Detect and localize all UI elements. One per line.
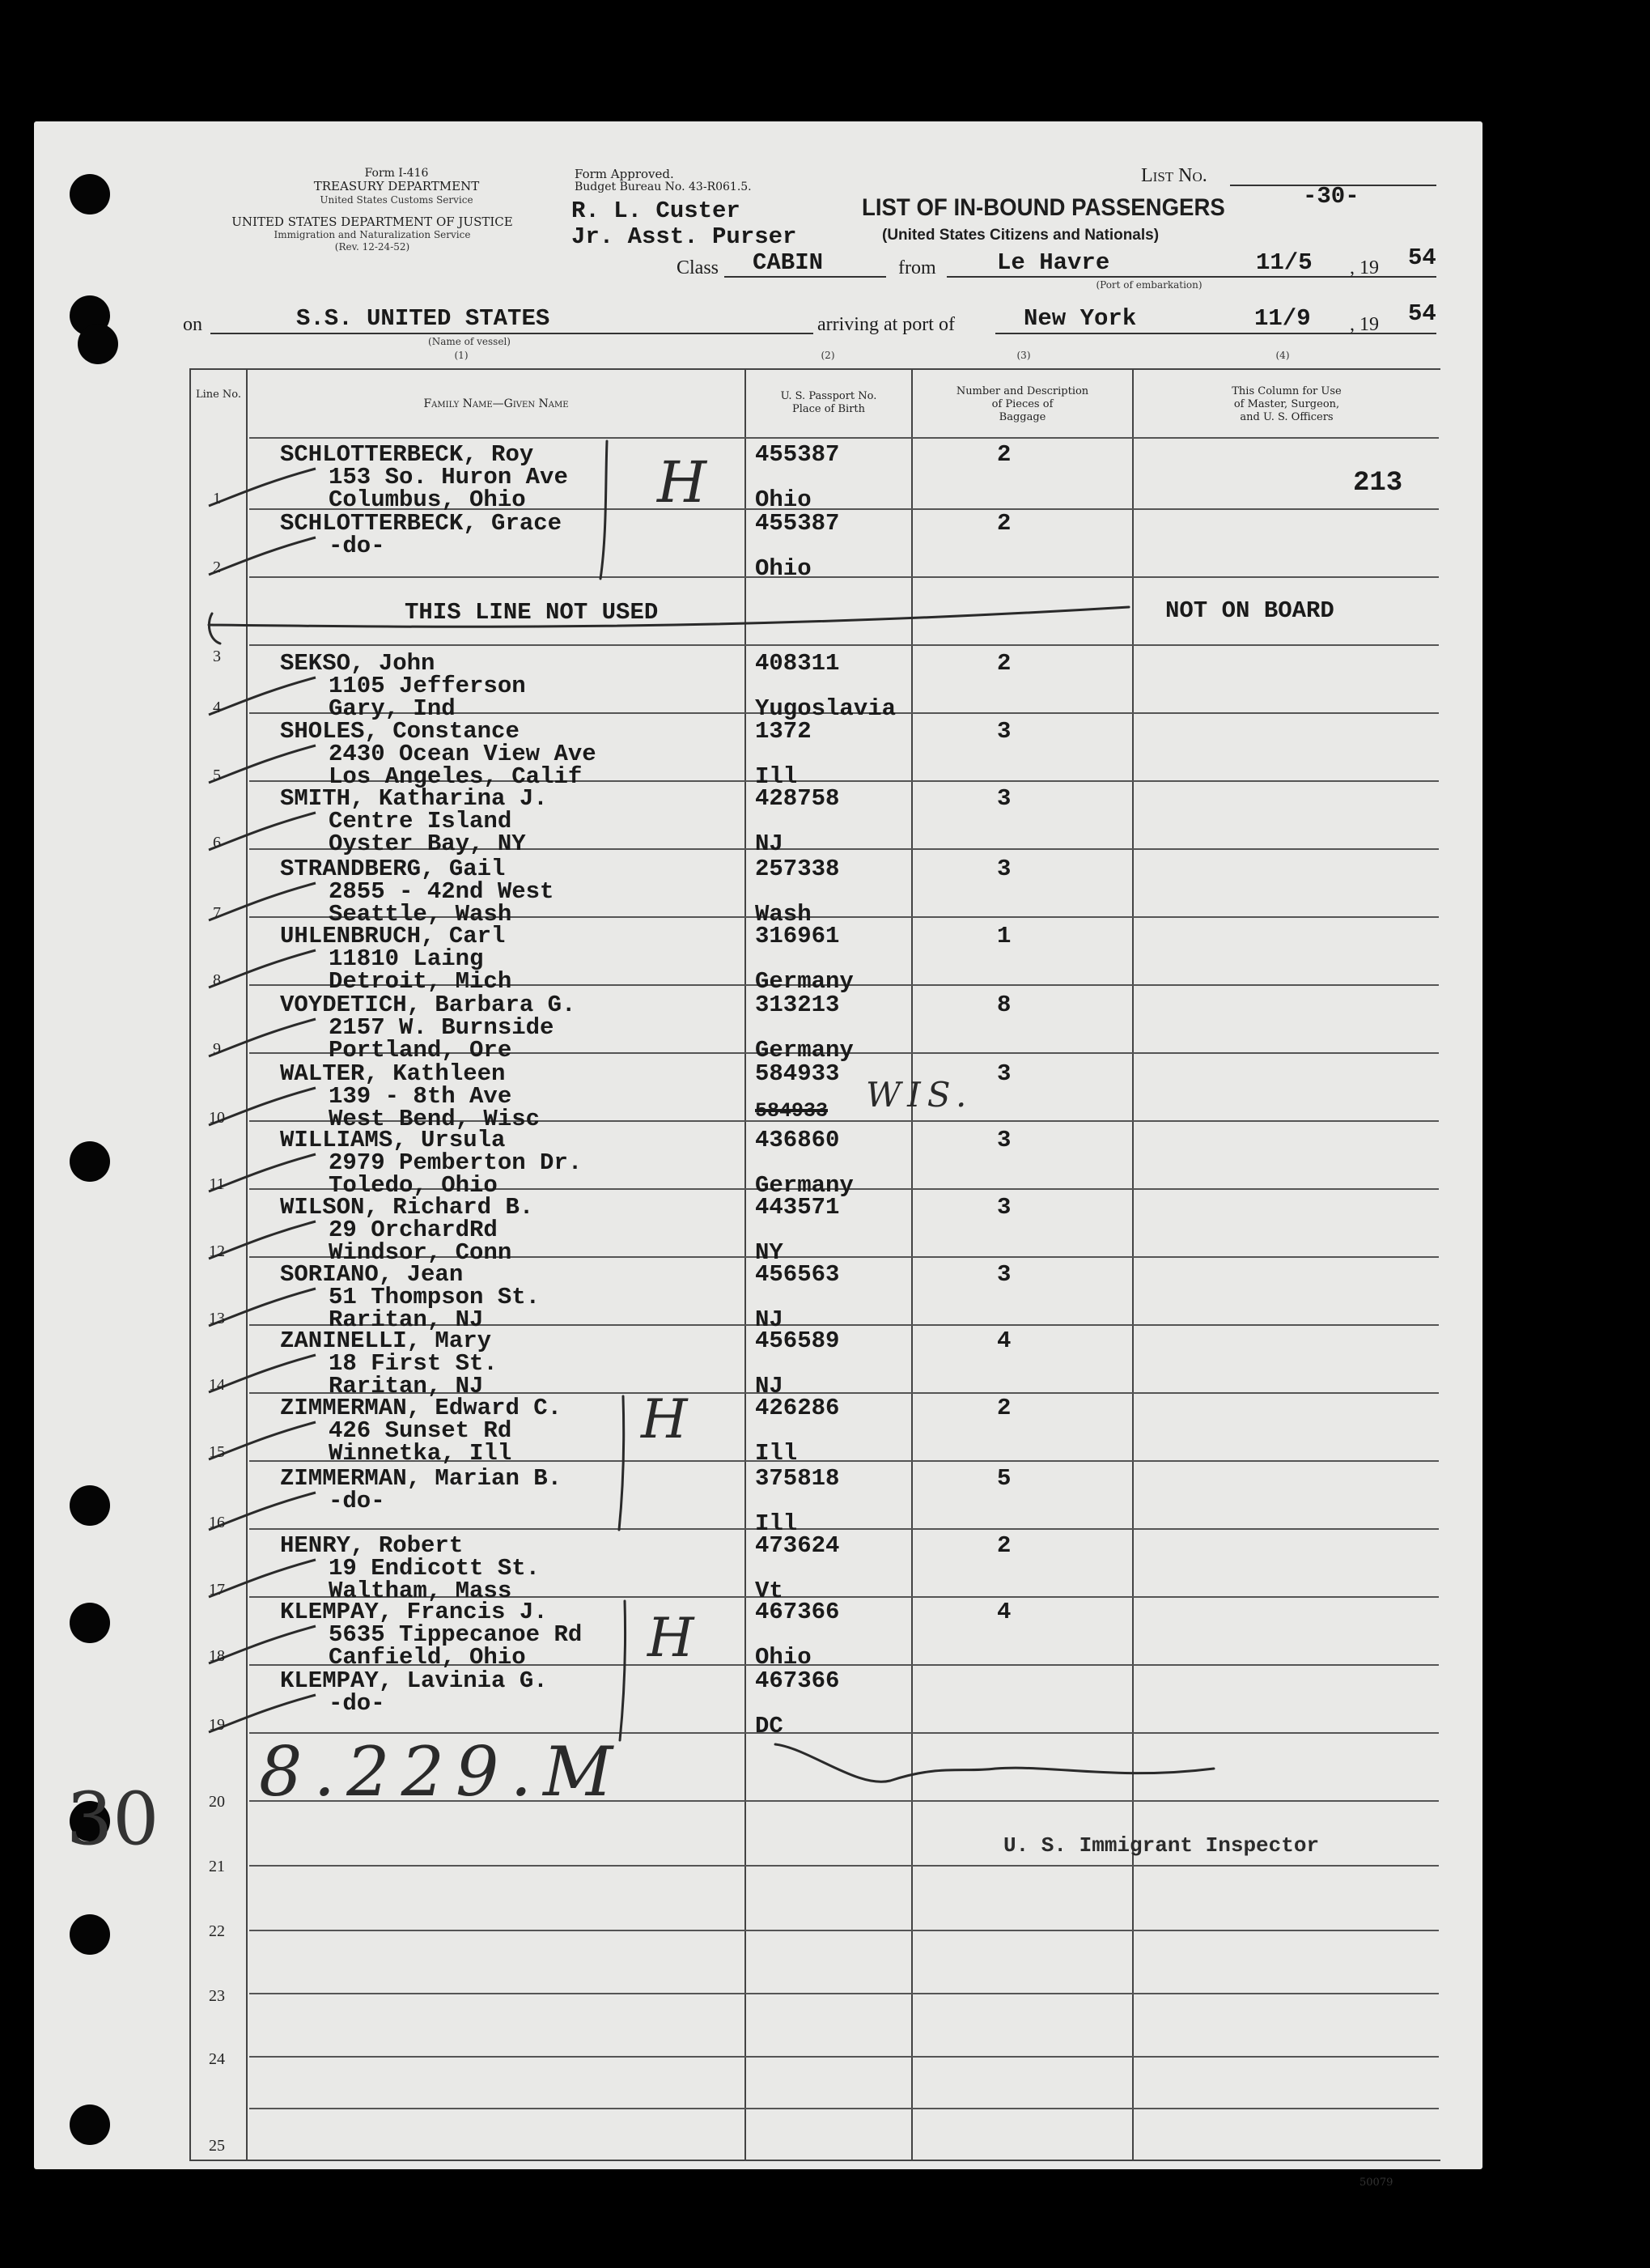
passport-number: 313213 bbox=[755, 992, 840, 1018]
table-row bbox=[0, 1261, 1650, 1333]
line-number: 25 bbox=[209, 2137, 225, 2155]
col-num-2: (2) bbox=[821, 350, 835, 361]
passenger-address: 19 Endicott St. bbox=[329, 1555, 541, 1582]
line-number: 7 bbox=[213, 904, 221, 922]
line-number: 22 bbox=[209, 1922, 225, 1940]
baggage-count: 2 bbox=[997, 650, 1012, 677]
inspector-label: U. S. Immigrant Inspector bbox=[1003, 1833, 1320, 1858]
passenger-name: SMITH, Katharina J. bbox=[280, 785, 548, 812]
form-subtitle: (United States Citizens and Nationals) bbox=[882, 227, 1160, 244]
passenger-name: SCHLOTTERBECK, Grace bbox=[280, 510, 562, 537]
not-on-board-remark: NOT ON BOARD bbox=[1165, 597, 1334, 624]
passenger-address: 2157 W. Burnside bbox=[329, 1014, 554, 1041]
table-row bbox=[0, 992, 1650, 1064]
form-title: LIST OF IN-BOUND PASSENGERS bbox=[862, 194, 1225, 221]
passenger-city: Seattle, Wash bbox=[329, 901, 512, 928]
baggage-count: 5 bbox=[997, 1465, 1012, 1492]
passenger-address: 2430 Ocean View Ave bbox=[329, 741, 596, 767]
table-row bbox=[0, 510, 1650, 582]
line-number: 1 bbox=[213, 490, 221, 508]
arrival-underline bbox=[995, 333, 1436, 334]
place-of-birth: Ohio bbox=[755, 486, 812, 513]
list-no-underline bbox=[1230, 185, 1436, 186]
row-rule bbox=[249, 1930, 1439, 1931]
passenger-name: ZANINELLI, Mary bbox=[280, 1327, 492, 1354]
table-row bbox=[0, 1532, 1650, 1604]
group-mark-2: H bbox=[641, 1388, 688, 1450]
passenger-city: Oyster Bay, NY bbox=[329, 830, 526, 857]
passenger-name: VOYDETICH, Barbara G. bbox=[280, 992, 576, 1018]
passenger-city: Waltham, Mass bbox=[329, 1578, 512, 1604]
passport-number: 428758 bbox=[755, 785, 840, 812]
punch-hole bbox=[70, 1914, 110, 1955]
passenger-city: Los Angeles, Calif bbox=[329, 763, 583, 790]
header-line-no: Line No. bbox=[195, 389, 242, 401]
table-row bbox=[0, 1599, 1650, 1671]
passport-number: 467366 bbox=[755, 1599, 840, 1625]
baggage-count: 3 bbox=[997, 1127, 1012, 1153]
row-rule bbox=[249, 1865, 1439, 1867]
revision-date: (Rev. 12-24-52) bbox=[334, 241, 410, 253]
table-row bbox=[0, 1127, 1650, 1199]
arrival-date: 11/9 bbox=[1254, 305, 1311, 332]
header-baggage-1: Number and Description bbox=[956, 385, 1089, 397]
passenger-address: 29 OrchardRd bbox=[329, 1217, 498, 1243]
passenger-address: 11810 Laing bbox=[329, 945, 484, 972]
wis-note: WIS. bbox=[866, 1075, 973, 1115]
line-number: 20 bbox=[209, 1793, 225, 1811]
baggage-count: 2 bbox=[997, 1532, 1012, 1559]
baggage-count: 3 bbox=[997, 1194, 1012, 1221]
table-row bbox=[0, 856, 1650, 928]
line-number: 17 bbox=[209, 1581, 225, 1599]
form-number: Form I-416 bbox=[364, 167, 429, 180]
passenger-address: 2855 - 42nd West bbox=[329, 878, 554, 905]
place-of-birth: Germany bbox=[755, 1037, 854, 1064]
place-of-birth: Wash bbox=[755, 901, 812, 928]
row-rule bbox=[249, 1993, 1439, 1994]
table-row bbox=[0, 1327, 1650, 1399]
place-of-birth: NJ bbox=[755, 830, 783, 857]
baggage-count: 1 bbox=[997, 923, 1012, 949]
line-number: 18 bbox=[209, 1647, 225, 1665]
line-number: 23 bbox=[209, 1987, 225, 2005]
table-border-bottom bbox=[189, 2160, 1440, 2161]
class-label: Class bbox=[677, 257, 719, 278]
table-row bbox=[0, 718, 1650, 790]
place-of-birth: Yugoslavia bbox=[755, 695, 897, 722]
list-no: -30- bbox=[1303, 183, 1359, 210]
purser-name: R. L. Custer bbox=[571, 197, 740, 224]
header-officers-3: and U. S. Officers bbox=[1240, 411, 1334, 423]
place-of-birth: NJ bbox=[755, 1373, 783, 1399]
line-number: 24 bbox=[209, 2050, 225, 2068]
baggage-count: 8 bbox=[997, 992, 1012, 1018]
header-passport-1: U. S. Passport No. bbox=[780, 390, 877, 402]
passenger-name: SORIANO, Jean bbox=[280, 1261, 464, 1288]
passenger-address: 1105 Jefferson bbox=[329, 673, 526, 699]
header-officers-2: of Master, Surgeon, bbox=[1233, 398, 1340, 410]
table-row bbox=[0, 785, 1650, 857]
col-num-3: (3) bbox=[1016, 350, 1031, 361]
passport-number: 455387 bbox=[755, 441, 840, 468]
header-passport-2: Place of Birth bbox=[791, 403, 866, 415]
table-row bbox=[0, 923, 1650, 995]
treasury-dept: TREASURY DEPARTMENT bbox=[313, 179, 480, 193]
arriving-label: arriving at port of bbox=[817, 314, 955, 335]
margin-number: 30 bbox=[66, 1777, 159, 1862]
class-value: CABIN bbox=[753, 249, 824, 276]
table-row bbox=[0, 1667, 1650, 1739]
passenger-city: Toledo, Ohio bbox=[329, 1172, 498, 1199]
table-row bbox=[0, 1465, 1650, 1537]
passenger-address: 153 So. Huron Ave bbox=[329, 464, 568, 491]
punch-hole bbox=[78, 324, 118, 364]
passport-number: 408311 bbox=[755, 650, 840, 677]
place-of-birth: Germany bbox=[755, 968, 854, 995]
col-num-4: (4) bbox=[1275, 350, 1290, 361]
passenger-address: 426 Sunset Rd bbox=[329, 1417, 512, 1444]
passenger-city: Raritan, NJ bbox=[329, 1373, 484, 1399]
group-mark-3: H bbox=[647, 1607, 694, 1669]
from-label: from bbox=[898, 257, 936, 278]
header-officers-1: This Column for Use bbox=[1232, 385, 1342, 397]
passenger-name: SHOLES, Constance bbox=[280, 718, 520, 745]
baggage-count: 4 bbox=[997, 1327, 1012, 1354]
baggage-count: 2 bbox=[997, 1395, 1012, 1421]
from-port: Le Havre bbox=[997, 249, 1110, 276]
passenger-city: Portland, Ore bbox=[329, 1037, 512, 1064]
baggage-count: 3 bbox=[997, 718, 1012, 745]
passport-number: 467366 bbox=[755, 1667, 840, 1694]
row-rule bbox=[249, 2108, 1439, 2109]
line-number: 5 bbox=[213, 767, 221, 784]
line-number: 2 bbox=[213, 559, 221, 576]
passport-number: 473624 bbox=[755, 1532, 840, 1559]
line-number: 11 bbox=[209, 1175, 225, 1193]
passenger-address: 5635 Tippecanoe Rd bbox=[329, 1621, 583, 1648]
row-rule bbox=[249, 2056, 1439, 2058]
header-baggage-3: Baggage bbox=[999, 411, 1046, 423]
line-number: 9 bbox=[213, 1040, 221, 1058]
passport-number: 257338 bbox=[755, 856, 840, 882]
port-embark-note: (Port of embarkation) bbox=[1096, 279, 1203, 291]
line-number: 12 bbox=[209, 1242, 225, 1260]
baggage-count: 3 bbox=[997, 1261, 1012, 1288]
passenger-address: -do- bbox=[329, 1690, 385, 1717]
passport-number: 455387 bbox=[755, 510, 840, 537]
baggage-count: 4 bbox=[997, 1599, 1012, 1625]
place-of-birth: Vt bbox=[755, 1578, 783, 1604]
place-of-birth: Ohio bbox=[755, 1644, 812, 1671]
header-baggage-2: of Pieces of bbox=[991, 398, 1054, 410]
passenger-city: Windsor, Conn bbox=[329, 1239, 512, 1266]
passenger-address: 18 First St. bbox=[329, 1350, 498, 1377]
passenger-address: 51 Thompson St. bbox=[329, 1284, 541, 1310]
purser-title: Jr. Asst. Purser bbox=[571, 223, 797, 250]
line-number: 8 bbox=[213, 971, 221, 989]
arrival-port: New York bbox=[1024, 305, 1137, 332]
group-mark-1: H bbox=[657, 449, 707, 516]
line-number: 10 bbox=[209, 1109, 225, 1127]
table-row bbox=[0, 1395, 1650, 1467]
passenger-city: Columbus, Ohio bbox=[329, 486, 526, 513]
arrival-year: 54 bbox=[1408, 300, 1436, 327]
passport-number: 1372 bbox=[755, 718, 812, 745]
place-of-birth: Ill bbox=[755, 1510, 798, 1537]
from-year: 54 bbox=[1408, 244, 1436, 271]
passenger-city: Gary, Ind bbox=[329, 695, 456, 722]
passport-number: 436860 bbox=[755, 1127, 840, 1153]
passenger-city: Winnetka, Ill bbox=[329, 1440, 512, 1467]
punch-hole bbox=[70, 2104, 110, 2145]
passenger-name: SCHLOTTERBECK, Roy bbox=[280, 441, 534, 468]
passenger-address: Centre Island bbox=[329, 808, 512, 835]
from-date: 11/5 bbox=[1256, 249, 1313, 276]
row-rule bbox=[249, 437, 1439, 439]
from-underline bbox=[947, 276, 1436, 278]
place-of-birth: Germany bbox=[755, 1172, 854, 1199]
baggage-count: 3 bbox=[997, 856, 1012, 882]
baggage-count: 2 bbox=[997, 441, 1012, 468]
justice-dept: UNITED STATES DEPARTMENT OF JUSTICE bbox=[231, 214, 513, 229]
baggage-count: 2 bbox=[997, 510, 1012, 537]
passenger-name: WILLIAMS, Ursula bbox=[280, 1127, 506, 1153]
passport-number: 375818 bbox=[755, 1465, 840, 1492]
place-of-birth: DC bbox=[755, 1713, 783, 1739]
line-number: 6 bbox=[213, 834, 221, 852]
passenger-name: ZIMMERMAN, Edward C. bbox=[280, 1395, 562, 1421]
baggage-count: 3 bbox=[997, 1060, 1012, 1087]
line-number: 16 bbox=[209, 1514, 225, 1531]
handwritten-code: 8.229.M bbox=[259, 1732, 625, 1811]
passenger-name: WALTER, Kathleen bbox=[280, 1060, 506, 1087]
table-row bbox=[0, 1194, 1650, 1266]
line10-crossed-birth: 584933 bbox=[755, 1099, 829, 1123]
class-underline bbox=[724, 276, 886, 278]
vessel-note: (Name of vessel) bbox=[428, 336, 511, 347]
line-number: 3 bbox=[213, 648, 221, 665]
vessel-name: S.S. UNITED STATES bbox=[296, 305, 550, 332]
passenger-city: Detroit, Mich bbox=[329, 968, 512, 995]
form-approved: Form Approved. bbox=[575, 167, 674, 181]
passport-number: 456563 bbox=[755, 1261, 840, 1288]
vessel-underline bbox=[210, 333, 813, 334]
table-row bbox=[0, 650, 1650, 722]
passenger-city: Canfield, Ohio bbox=[329, 1644, 526, 1671]
list-no-label: List No. bbox=[1141, 165, 1207, 186]
passenger-name: WILSON, Richard B. bbox=[280, 1194, 534, 1221]
place-of-birth: Ill bbox=[755, 1440, 798, 1467]
line-number: 13 bbox=[209, 1310, 225, 1327]
line-number: 4 bbox=[213, 699, 221, 716]
place-of-birth: Ohio bbox=[755, 555, 812, 582]
passenger-address: 2979 Pemberton Dr. bbox=[329, 1149, 583, 1176]
stamp-count: 213 bbox=[1353, 468, 1403, 499]
passenger-address: -do- bbox=[329, 1488, 385, 1514]
table-border-top bbox=[189, 368, 1440, 370]
passenger-address: 139 - 8th Ave bbox=[329, 1083, 512, 1110]
passenger-address: -do- bbox=[329, 533, 385, 559]
place-of-birth: NY bbox=[755, 1239, 783, 1266]
place-of-birth: Ill bbox=[755, 763, 798, 790]
budget-bureau: Budget Bureau No. 43-R061.5. bbox=[575, 181, 752, 193]
passenger-name: UHLENBRUCH, Carl bbox=[280, 923, 506, 949]
passenger-name: KLEMPAY, Francis J. bbox=[280, 1599, 548, 1625]
passenger-name: HENRY, Robert bbox=[280, 1532, 464, 1559]
passport-number: 443571 bbox=[755, 1194, 840, 1221]
passport-number: 316961 bbox=[755, 923, 840, 949]
passenger-name: SEKSO, John bbox=[280, 650, 435, 677]
on-label: on bbox=[183, 314, 202, 335]
arrival-year-prefix: , 19 bbox=[1350, 314, 1379, 335]
immigration-service: Immigration and Naturalization Service bbox=[274, 229, 471, 240]
from-year-prefix: , 19 bbox=[1350, 257, 1379, 278]
punch-hole bbox=[70, 174, 110, 214]
passenger-name: STRANDBERG, Gail bbox=[280, 856, 506, 882]
passport-number: 584933 bbox=[755, 1060, 840, 1087]
place-of-birth: NJ bbox=[755, 1306, 783, 1333]
customs-service: United States Customs Service bbox=[320, 194, 473, 206]
header-name: Family Name—Given Name bbox=[423, 397, 569, 410]
form-code: 50079 bbox=[1359, 2177, 1393, 2189]
passport-number: 426286 bbox=[755, 1395, 840, 1421]
col-num-1: (1) bbox=[454, 350, 469, 361]
line-number: 14 bbox=[209, 1376, 225, 1394]
line-number: 15 bbox=[209, 1443, 225, 1461]
baggage-count: 3 bbox=[997, 785, 1012, 812]
passenger-city: Raritan, NJ bbox=[329, 1306, 484, 1333]
passport-number: 456589 bbox=[755, 1327, 840, 1354]
passenger-city: West Bend, Wisc bbox=[329, 1106, 541, 1132]
unused-line-note: THIS LINE NOT USED bbox=[405, 599, 659, 626]
line-number: 19 bbox=[209, 1716, 225, 1734]
passenger-name: KLEMPAY, Lavinia G. bbox=[280, 1667, 548, 1694]
line-number: 21 bbox=[209, 1858, 225, 1875]
passenger-name: ZIMMERMAN, Marian B. bbox=[280, 1465, 562, 1492]
